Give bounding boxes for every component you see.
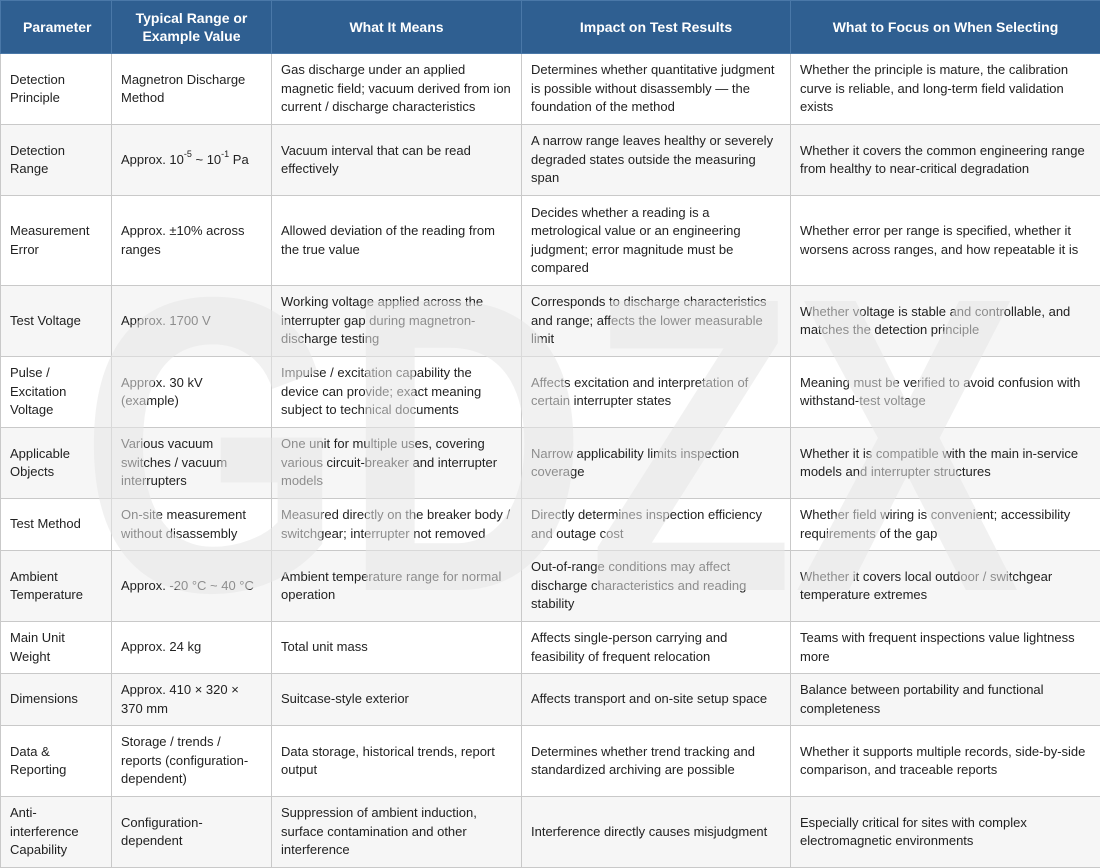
cell-value: Various vacuum switches / vacuum interrupters xyxy=(112,428,272,499)
cell-meaning: Measured directly on the breaker body / switchgear; interrupter not removed xyxy=(272,499,522,551)
cell-focus: Especially critical for sites with complex electromagnetic environments xyxy=(791,797,1100,868)
cell-meaning: Vacuum interval that can be read effectively xyxy=(272,125,522,196)
cell-impact: Corresponds to discharge characteristics and range; affects the lower measurable limit xyxy=(522,286,791,357)
table-row xyxy=(1,622,1100,674)
value-exponent: -5 xyxy=(184,149,192,159)
cell-parameter: Data & Reporting xyxy=(1,726,112,797)
cell-meaning: Working voltage applied across the interrupter gap during magnetron-discharge testing xyxy=(272,286,522,357)
cell-parameter: Detection Principle xyxy=(1,54,112,125)
cell-focus: Whether voltage is stable and controllable, and matches the detection principle xyxy=(791,286,1100,357)
cell-parameter: Applicable Objects xyxy=(1,428,112,499)
cell-value: Approx. ±10% across ranges xyxy=(112,196,272,286)
table-row xyxy=(1,286,1100,357)
table-row xyxy=(1,125,1100,196)
cell-value: Approx. 1700 V xyxy=(112,286,272,357)
header-focus: What to Focus on When Selecting xyxy=(791,1,1100,54)
cell-impact: Determines whether trend tracking and standardized archiving are possible xyxy=(522,726,791,797)
cell-parameter: Main Unit Weight xyxy=(1,622,112,674)
table-row xyxy=(1,196,1100,286)
cell-focus: Whether it is compatible with the main in-service models and interrupter structures xyxy=(791,428,1100,499)
cell-focus: Balance between portability and functional completeness xyxy=(791,674,1100,726)
cell-parameter: Test Method xyxy=(1,499,112,551)
header-parameter: Parameter xyxy=(1,1,112,54)
table-row xyxy=(1,674,1100,726)
cell-parameter: Ambient Temperature xyxy=(1,551,112,622)
cell-meaning: Data storage, historical trends, report output xyxy=(272,726,522,797)
cell-value: Approx. -20 °C ~ 40 °C xyxy=(112,551,272,622)
cell-meaning: Suppression of ambient induction, surface contamination and other interference xyxy=(272,797,522,868)
cell-value: Approx. 30 kV (example) xyxy=(112,357,272,428)
cell-meaning: Ambient temperature range for normal operation xyxy=(272,551,522,622)
cell-parameter: Dimensions xyxy=(1,674,112,726)
cell-impact: Decides whether a reading is a metrological value or an engineering judgment; error magnitude must be compared xyxy=(522,196,791,286)
cell-parameter: Detection Range xyxy=(1,125,112,196)
cell-value: Approx. 410 × 320 × 370 mm xyxy=(112,674,272,726)
cell-meaning: One unit for multiple uses, covering various circuit-breaker and interrupter models xyxy=(272,428,522,499)
cell-parameter: Measurement Error xyxy=(1,196,112,286)
cell-impact: Out-of-range conditions may affect discharge characteristics and reading stability xyxy=(522,551,791,622)
cell-impact: Interference directly causes misjudgment xyxy=(522,797,791,868)
table-row xyxy=(1,428,1100,499)
cell-value: Approx. 24 kg xyxy=(112,622,272,674)
cell-impact: Determines whether quantitative judgment is possible without disassembly — the foundation of the method xyxy=(522,54,791,125)
cell-focus: Whether it covers local outdoor / switchgear temperature extremes xyxy=(791,551,1100,622)
cell-parameter: Test Voltage xyxy=(1,286,112,357)
header-impact: Impact on Test Results xyxy=(522,1,791,54)
cell-impact: A narrow range leaves healthy or severely degraded states outside the measuring span xyxy=(522,125,791,196)
table-row xyxy=(1,357,1100,428)
watermark-text: GDZX xyxy=(80,240,1022,660)
cell-value xyxy=(112,125,272,196)
cell-focus: Whether field wiring is convenient; accessibility requirements of the gap xyxy=(791,499,1100,551)
cell-focus: Teams with frequent inspections value lightness more xyxy=(791,622,1100,674)
cell-focus: Whether it covers the common engineering range from healthy to near-critical degradation xyxy=(791,125,1100,196)
table-row xyxy=(1,551,1100,622)
cell-focus: Whether the principle is mature, the calibration curve is reliable, and long-term field validation exists xyxy=(791,54,1100,125)
table-row xyxy=(1,499,1100,551)
cell-impact: Affects single-person carrying and feasibility of frequent relocation xyxy=(522,622,791,674)
cell-meaning: Gas discharge under an applied magnetic field; vacuum derived from ion current / discharge characteristics xyxy=(272,54,522,125)
header-what-it-means: What It Means xyxy=(272,1,522,54)
table-row xyxy=(1,726,1100,797)
cell-value: Configuration-dependent xyxy=(112,797,272,868)
cell-focus: Whether it supports multiple records, side-by-side comparison, and traceable reports xyxy=(791,726,1100,797)
value-exponent: -1 xyxy=(221,149,229,159)
cell-parameter: Anti-interference Capability xyxy=(1,797,112,868)
table-header xyxy=(1,1,1100,54)
header-row xyxy=(1,1,1100,54)
table-body xyxy=(1,54,1100,868)
table-row xyxy=(1,797,1100,868)
cell-focus: Meaning must be verified to avoid confusion with withstand-test voltage xyxy=(791,357,1100,428)
header-typical-range: Typical Range or Example Value xyxy=(112,1,272,54)
cell-impact: Directly determines inspection efficiency and outage cost xyxy=(522,499,791,551)
cell-impact: Narrow applicability limits inspection coverage xyxy=(522,428,791,499)
value-mid: ~ 10 xyxy=(192,152,221,167)
value-suffix: Pa xyxy=(229,152,249,167)
value-prefix: Approx. 10 xyxy=(121,152,184,167)
cell-parameter: Pulse / Excitation Voltage xyxy=(1,357,112,428)
cell-value: Storage / trends / reports (configuration-dependent) xyxy=(112,726,272,797)
cell-meaning: Impulse / excitation capability the device can provide; exact meaning subject to technical documents xyxy=(272,357,522,428)
cell-value: Magnetron Discharge Method xyxy=(112,54,272,125)
cell-focus: Whether error per range is specified, whether it worsens across ranges, and how repeatable it is xyxy=(791,196,1100,286)
cell-value: On-site measurement without disassembly xyxy=(112,499,272,551)
cell-meaning: Allowed deviation of the reading from the true value xyxy=(272,196,522,286)
cell-impact: Affects excitation and interpretation of certain interrupter states xyxy=(522,357,791,428)
cell-impact: Affects transport and on-site setup space xyxy=(522,674,791,726)
table-row xyxy=(1,54,1100,125)
cell-meaning: Total unit mass xyxy=(272,622,522,674)
cell-meaning: Suitcase-style exterior xyxy=(272,674,522,726)
